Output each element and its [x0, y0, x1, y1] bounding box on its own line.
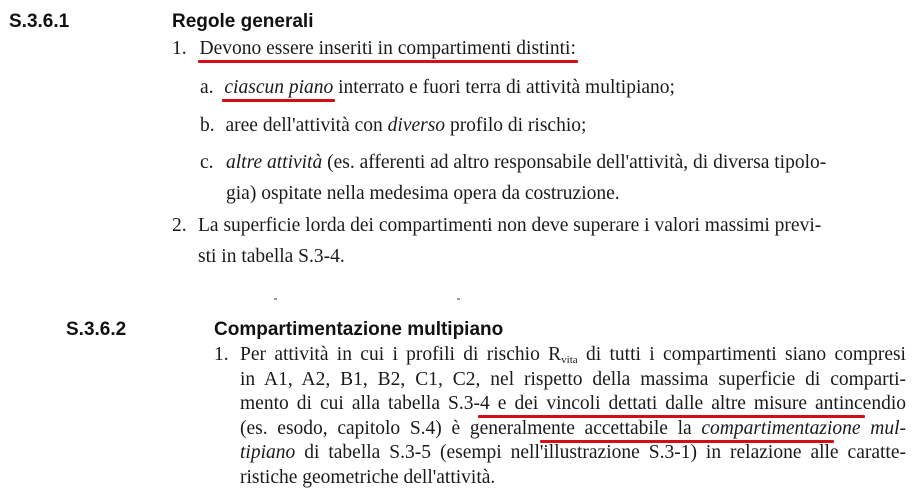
- item-text: (es. esodo, capitolo S.4) è generalm: [240, 417, 543, 439]
- item-text: in A1, A2, B1, B2, C1, C2, nel rispetto della massima superficie di comparti-: [240, 368, 906, 390]
- emphasis-text: altre attività: [226, 152, 323, 173]
- item-text: di tabella S.3-5 (esempi nell'illustrazione S.3-1) in relazione alle caratte-: [295, 442, 906, 463]
- list-item-2: [172, 210, 890, 272]
- sub-item-text: profilo di rischio;: [445, 115, 587, 136]
- subscript-text: vita: [561, 354, 578, 366]
- emphasis-text: compartimentazi: [701, 417, 833, 439]
- section-number: S.3.6.1: [9, 11, 70, 32]
- item-number: 2.: [172, 215, 187, 236]
- emphasis-text: ciascun piano: [224, 77, 334, 98]
- item-text-cont: sti in tabella S.3-4.: [198, 246, 345, 267]
- scan-mark: [457, 298, 460, 300]
- item-text: endio: [862, 393, 906, 414]
- sub-item-letter: b.: [200, 115, 215, 136]
- section-title: Regole generali: [172, 11, 314, 32]
- section-title: Compartimentazione multipiano: [214, 319, 504, 340]
- emphasis-text: one mul-: [832, 417, 906, 439]
- sub-item-letter: c.: [200, 152, 214, 173]
- sub-item-text: (es. afferenti ad altro responsabile dell'attività, di diversa tipolo-: [322, 152, 827, 173]
- sub-item-a: [200, 72, 675, 103]
- item-text: La superficie lorda dei compartimenti non deve superare i valori massimi previ-: [198, 215, 822, 236]
- item-text: Per attività in cui i profili di rischio R: [240, 344, 562, 365]
- sub-item-c: [200, 147, 890, 209]
- sub-item-text: interrato e fuori terra di attività multipiano;: [333, 77, 675, 98]
- scan-mark: [274, 298, 277, 300]
- underlined-text: ente accettabile la: [542, 417, 702, 439]
- emphasis-text: diverso: [387, 115, 446, 136]
- item-text: mento di cui alla tabella S.3-: [240, 393, 480, 414]
- item-text-cont: ristiche geometriche dell'attività.: [240, 466, 496, 488]
- section-number: S.3.6.2: [66, 319, 127, 340]
- sub-item-b: [200, 110, 586, 141]
- list-item-1: [172, 33, 576, 64]
- item-number: 1.: [172, 38, 187, 59]
- item-text: di tutti i compartimenti siano compresi: [577, 344, 906, 365]
- sub-item-text: aree dell'attività con: [225, 115, 388, 136]
- list-item-1: [214, 343, 906, 490]
- underlined-text: 4 e dei vincoli dettati dalle altre misure antinc: [480, 393, 863, 414]
- item-text: Devono essere inseriti in compartimenti distinti:: [199, 38, 576, 59]
- sub-item-text-cont: gia) ospitate nella medesima opera da costruzione.: [226, 183, 620, 204]
- sub-item-letter: a.: [200, 77, 214, 98]
- emphasis-text: tipiano: [240, 442, 296, 463]
- item-number: 1.: [214, 344, 229, 365]
